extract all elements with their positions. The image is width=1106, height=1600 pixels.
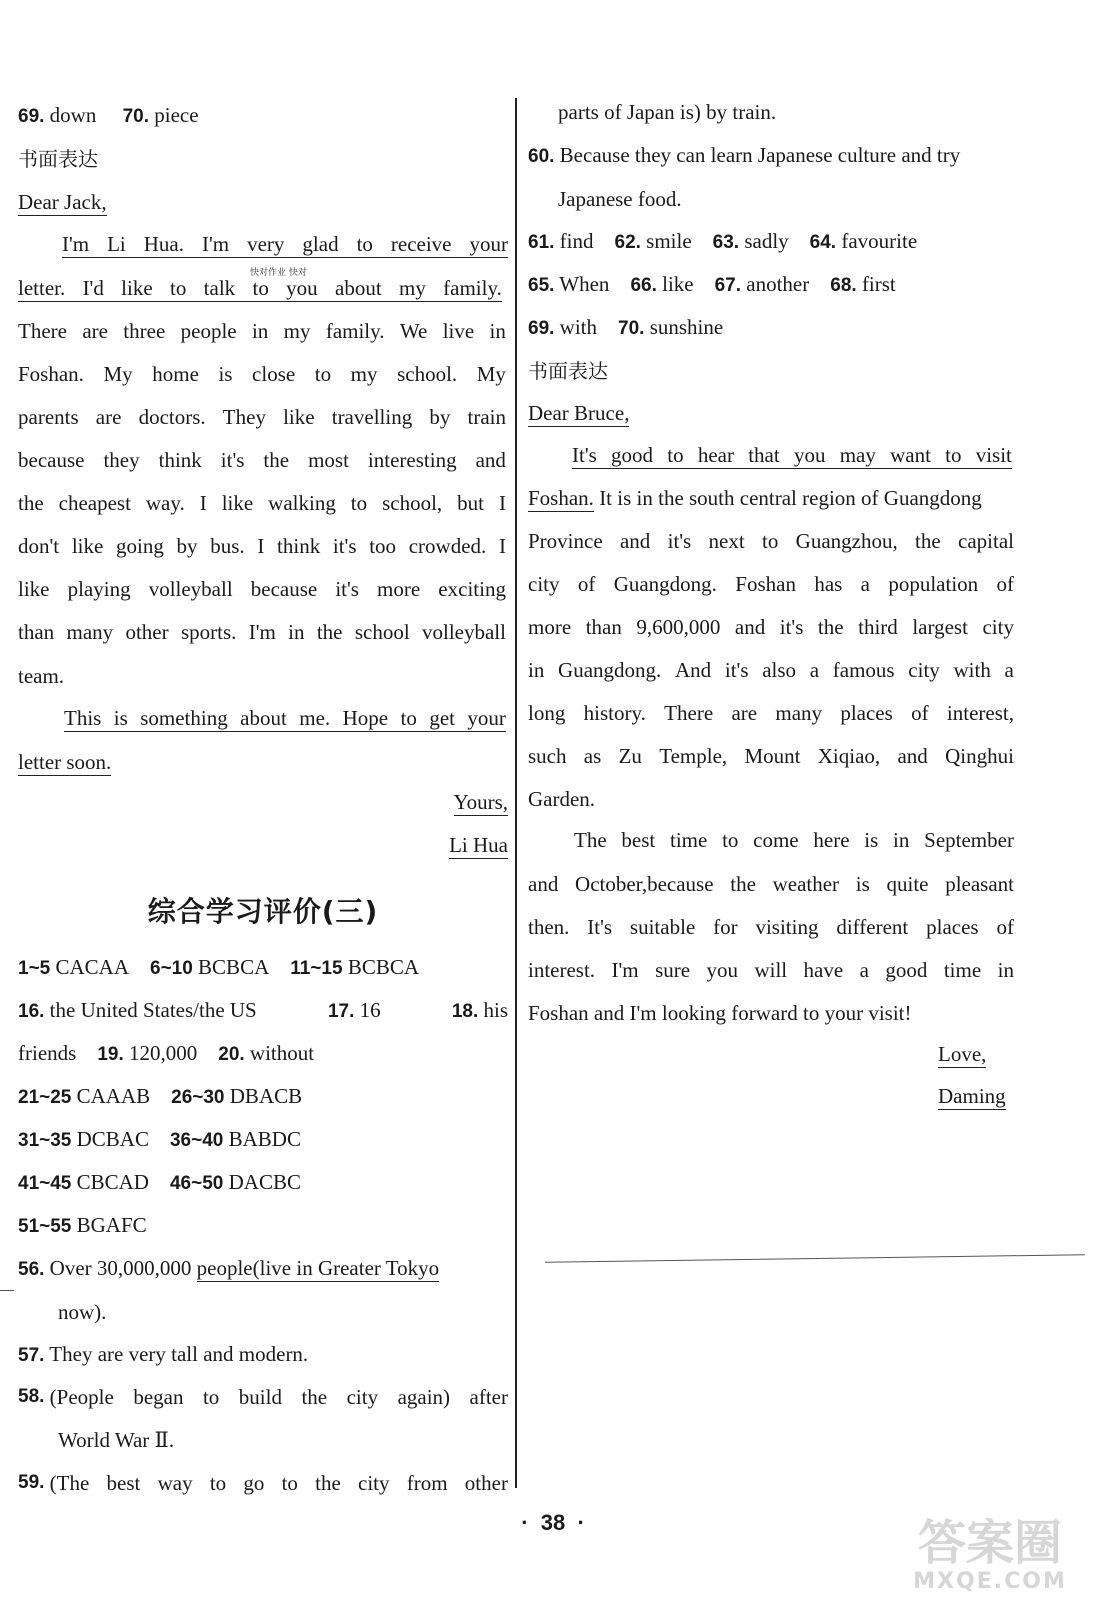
word: Guangzhou, bbox=[795, 529, 898, 553]
word: it's bbox=[332, 534, 357, 558]
word: third bbox=[858, 615, 898, 639]
word: There bbox=[664, 701, 714, 725]
word: going bbox=[116, 534, 164, 558]
word: to bbox=[202, 1385, 220, 1409]
word: like bbox=[18, 577, 50, 601]
word: your bbox=[469, 232, 508, 256]
word: doctors. bbox=[138, 405, 206, 429]
word: will bbox=[754, 958, 788, 982]
word: the bbox=[301, 1385, 328, 1409]
word: more bbox=[528, 615, 572, 639]
word: the bbox=[315, 1471, 341, 1495]
word: Hope bbox=[342, 706, 389, 730]
word: My bbox=[476, 362, 506, 386]
word: something bbox=[140, 706, 228, 730]
word: don't bbox=[18, 534, 60, 558]
word: a bbox=[1004, 658, 1014, 682]
word: is bbox=[855, 872, 870, 896]
essay-line bbox=[528, 701, 1014, 725]
word: as bbox=[583, 744, 602, 768]
word: talk bbox=[203, 276, 236, 300]
word: I'm bbox=[202, 232, 230, 256]
word: Zu bbox=[618, 744, 642, 768]
word: parents bbox=[18, 405, 79, 429]
word: you bbox=[706, 958, 738, 982]
word: also bbox=[762, 658, 797, 682]
word: volleyball bbox=[148, 577, 233, 601]
word: have bbox=[803, 958, 844, 982]
word: way. bbox=[145, 491, 185, 515]
word: three bbox=[123, 319, 166, 343]
word: after bbox=[469, 1385, 508, 1409]
essay-line bbox=[574, 828, 1014, 852]
word: places bbox=[840, 701, 893, 725]
word: then. bbox=[528, 915, 570, 939]
word: in bbox=[489, 319, 506, 343]
word: from bbox=[406, 1471, 448, 1495]
word: city bbox=[982, 615, 1014, 639]
word: to bbox=[314, 362, 332, 386]
word: city bbox=[908, 658, 940, 682]
word: places bbox=[926, 915, 979, 939]
word: pleasant bbox=[945, 872, 1014, 896]
letter-closing-line-2: letter soon. bbox=[18, 750, 112, 774]
word: in bbox=[528, 658, 545, 682]
word: (The bbox=[49, 1471, 90, 1495]
word: Guangdong. bbox=[613, 572, 717, 596]
word: about bbox=[335, 276, 382, 300]
word: the bbox=[18, 491, 44, 515]
word: than bbox=[18, 620, 55, 644]
word: and bbox=[897, 744, 928, 768]
word: your bbox=[467, 706, 506, 730]
letter-line bbox=[62, 232, 508, 258]
word: history. bbox=[583, 701, 646, 725]
word: city bbox=[358, 1471, 390, 1495]
word: it's bbox=[335, 577, 359, 601]
letter-line bbox=[18, 491, 506, 515]
section-heading-writing-2: 书面表达 bbox=[528, 359, 608, 383]
word: family. bbox=[325, 319, 385, 343]
answers-21-30: 21~25 CAAAB 26~30 DBACB bbox=[18, 1084, 303, 1108]
letter-greeting: Dear Jack, bbox=[18, 190, 107, 214]
word: get bbox=[429, 706, 455, 730]
word: in bbox=[893, 828, 910, 852]
word: quite bbox=[886, 872, 929, 896]
word: like bbox=[283, 405, 315, 429]
word: is bbox=[113, 706, 128, 730]
word: to bbox=[252, 276, 269, 300]
answers-16-18: 16. the United States/the US 17. 16 18. his bbox=[18, 998, 508, 1022]
word: (People bbox=[49, 1385, 114, 1409]
essay-line bbox=[528, 872, 1014, 896]
word: visiting bbox=[755, 915, 819, 939]
word: to bbox=[400, 706, 417, 730]
word: interest. bbox=[528, 958, 596, 982]
word: by bbox=[429, 405, 451, 429]
word: but bbox=[457, 491, 484, 515]
answer-58: 58. (People began to build the city again) after bbox=[18, 1385, 508, 1409]
word: best bbox=[621, 828, 656, 852]
word: again) bbox=[397, 1385, 451, 1409]
word: in bbox=[251, 319, 269, 343]
word: of bbox=[911, 701, 929, 725]
word: different bbox=[836, 915, 909, 939]
watermark-logo: 答案圈 MXQE.COM bbox=[913, 1515, 1067, 1594]
word: The bbox=[574, 828, 607, 852]
word: for bbox=[713, 915, 738, 939]
word: I bbox=[498, 491, 506, 515]
word: a bbox=[859, 958, 869, 982]
word: may bbox=[839, 443, 876, 467]
word: It's bbox=[572, 443, 597, 467]
word: and bbox=[475, 448, 506, 472]
word: began bbox=[133, 1385, 184, 1409]
word: and bbox=[619, 529, 651, 553]
letter-signature: Li Hua bbox=[449, 833, 508, 857]
word: home bbox=[152, 362, 199, 386]
answers-1-15: 1~5 CACAA 6~10 BCBCA 11~15 BCBCA bbox=[18, 955, 420, 979]
word: it's bbox=[220, 448, 245, 472]
word: interesting bbox=[367, 448, 457, 472]
word: Xiqiao, bbox=[817, 744, 881, 768]
word: my bbox=[283, 319, 311, 343]
answers-69-70: 69. down 70. piece bbox=[18, 103, 199, 127]
word: many bbox=[66, 620, 114, 644]
word: it's bbox=[724, 658, 749, 682]
letter-line-last: team. bbox=[18, 664, 65, 688]
essay-line bbox=[528, 658, 1014, 682]
word: in bbox=[288, 620, 305, 644]
word: live bbox=[442, 319, 475, 343]
essay-line bbox=[528, 915, 1014, 939]
word: city bbox=[528, 572, 560, 596]
word: think bbox=[277, 534, 321, 558]
word: you bbox=[793, 443, 826, 467]
word: very bbox=[247, 232, 285, 256]
essay-line bbox=[572, 443, 1012, 469]
word: We bbox=[399, 319, 428, 343]
word: about bbox=[240, 706, 287, 730]
word: with bbox=[953, 658, 991, 682]
word: Mount bbox=[744, 744, 801, 768]
word: time bbox=[669, 828, 708, 852]
word: of bbox=[996, 572, 1014, 596]
word: receive bbox=[390, 232, 452, 256]
word: other bbox=[125, 620, 169, 644]
word: capital bbox=[958, 529, 1014, 553]
word: playing bbox=[67, 577, 131, 601]
word: October,because bbox=[575, 872, 714, 896]
answers-19-20: friends 19. 120,000 20. without bbox=[18, 1041, 315, 1065]
word: famous bbox=[832, 658, 895, 682]
word: the bbox=[730, 872, 756, 896]
word: best bbox=[106, 1471, 141, 1495]
word: next bbox=[708, 529, 745, 553]
word: than bbox=[585, 615, 622, 639]
word: that bbox=[748, 443, 780, 467]
letter-line bbox=[18, 534, 506, 558]
word: train bbox=[467, 405, 506, 429]
word: letter. bbox=[18, 276, 66, 300]
word: And bbox=[675, 658, 712, 682]
word: to bbox=[209, 1471, 227, 1495]
word: Province bbox=[528, 529, 603, 553]
word: to bbox=[945, 443, 962, 467]
word: and bbox=[528, 872, 559, 896]
word: to bbox=[356, 232, 373, 256]
letter-line bbox=[18, 319, 506, 343]
word: are bbox=[82, 319, 108, 343]
word: 9,600,000 bbox=[636, 615, 721, 639]
word: population bbox=[888, 572, 979, 596]
word: visit bbox=[975, 443, 1012, 467]
word: There bbox=[18, 319, 67, 343]
answers-31-40: 31~35 DCBAC 36~40 BABDC bbox=[18, 1127, 301, 1151]
word: has bbox=[814, 572, 843, 596]
answer-60: 60. Because they can learn Japanese culture and try bbox=[528, 143, 961, 167]
word: family. bbox=[443, 276, 502, 300]
word: people bbox=[180, 319, 237, 343]
word: This bbox=[64, 706, 102, 730]
column-divider bbox=[515, 98, 517, 1488]
word: because bbox=[18, 448, 85, 472]
word: are bbox=[731, 701, 758, 725]
word: my bbox=[350, 362, 378, 386]
word: exciting bbox=[438, 577, 506, 601]
essay-line: Foshan. It is in the south central region of Guangdong bbox=[528, 486, 982, 510]
word: September bbox=[924, 828, 1014, 852]
word: It's bbox=[587, 915, 613, 939]
letter-line bbox=[18, 405, 506, 429]
word: city bbox=[346, 1385, 379, 1409]
word: want bbox=[890, 443, 931, 467]
word: I bbox=[498, 534, 506, 558]
word: long bbox=[528, 701, 566, 725]
word: Guangdong. bbox=[558, 658, 662, 682]
answers-51-55: 51~55 BGAFC bbox=[18, 1213, 147, 1237]
word: are bbox=[95, 405, 122, 429]
word: a bbox=[809, 658, 820, 682]
word: the bbox=[915, 529, 941, 553]
word: good bbox=[611, 443, 654, 467]
essay-line: Garden. bbox=[528, 787, 596, 811]
word: school. bbox=[397, 362, 458, 386]
word: more bbox=[377, 577, 421, 601]
letter-greeting-2: Dear Bruce, bbox=[528, 401, 630, 425]
word: Foshan. bbox=[18, 362, 84, 386]
word: crowded. bbox=[408, 534, 487, 558]
word: Foshan bbox=[735, 572, 796, 596]
word: is bbox=[218, 362, 233, 386]
essay-line bbox=[528, 529, 1014, 553]
word: to bbox=[170, 276, 187, 300]
word: cheapest bbox=[58, 491, 131, 515]
word: you bbox=[286, 276, 318, 300]
word: because bbox=[250, 577, 318, 601]
word: build bbox=[238, 1385, 282, 1409]
word: is bbox=[864, 828, 879, 852]
word: most bbox=[308, 448, 349, 472]
page-number: · 38 · bbox=[521, 1510, 585, 1535]
word: the bbox=[263, 448, 290, 472]
answer-56-cont: now). bbox=[58, 1300, 107, 1324]
essay-signature: Daming bbox=[938, 1084, 1006, 1108]
word: Temple, bbox=[659, 744, 728, 768]
word: I'm bbox=[611, 958, 639, 982]
word: Qinghui bbox=[945, 744, 1014, 768]
pencil-line bbox=[545, 1254, 1085, 1263]
word: I bbox=[257, 534, 265, 558]
word: a bbox=[860, 572, 870, 596]
word: the bbox=[817, 615, 844, 639]
word: many bbox=[775, 701, 823, 725]
letter-closing-line bbox=[64, 706, 506, 732]
word: interest, bbox=[946, 701, 1014, 725]
word: They bbox=[222, 405, 266, 429]
word: weather bbox=[772, 872, 840, 896]
word: time bbox=[943, 958, 982, 982]
word: to bbox=[762, 529, 779, 553]
section-heading-writing: 书面表达 bbox=[18, 147, 98, 171]
word: and bbox=[734, 615, 766, 639]
word: to bbox=[350, 491, 368, 515]
word: like bbox=[221, 491, 254, 515]
word: they bbox=[103, 448, 140, 472]
word: good bbox=[885, 958, 928, 982]
word: it's bbox=[779, 615, 804, 639]
word: hear bbox=[697, 443, 734, 467]
word: like bbox=[71, 534, 104, 558]
word: think bbox=[158, 448, 202, 472]
word: to bbox=[722, 828, 739, 852]
word: school, bbox=[382, 491, 443, 515]
word: other bbox=[464, 1471, 508, 1495]
letter-line bbox=[18, 448, 506, 472]
word: largest bbox=[912, 615, 968, 639]
answers-69-70-right: 69. with 70. sunshine bbox=[528, 315, 724, 339]
word: My bbox=[103, 362, 133, 386]
section-title: 综合学习评价(三) bbox=[147, 895, 379, 928]
word: like bbox=[121, 276, 153, 300]
pencil-mark bbox=[0, 1290, 14, 1291]
answer-57: 57. They are very tall and modern. bbox=[18, 1342, 309, 1366]
word: of bbox=[577, 572, 596, 596]
word: such bbox=[528, 744, 567, 768]
essay-line bbox=[528, 615, 1014, 639]
essay-line bbox=[528, 744, 1014, 768]
answer-60-cont: Japanese food. bbox=[558, 187, 682, 211]
word: sports. bbox=[180, 620, 237, 644]
word: of bbox=[996, 915, 1014, 939]
word: close bbox=[252, 362, 296, 386]
word: Li bbox=[107, 232, 126, 256]
word: come bbox=[753, 828, 799, 852]
word: school bbox=[354, 620, 410, 644]
answer-59: 59. (The best way to go to the city from other bbox=[18, 1471, 508, 1495]
essay-sign-off: Love, bbox=[938, 1042, 987, 1066]
essay-line bbox=[528, 572, 1014, 596]
letter-line bbox=[18, 362, 506, 386]
answer-58-cont: World War Ⅱ. bbox=[58, 1428, 175, 1452]
word: to bbox=[667, 443, 684, 467]
word: I'd bbox=[82, 276, 104, 300]
word: here bbox=[813, 828, 850, 852]
word: glad bbox=[302, 232, 339, 256]
word: to bbox=[281, 1471, 298, 1495]
essay-line bbox=[528, 958, 1014, 982]
word: it's bbox=[667, 529, 692, 553]
word: suitable bbox=[629, 915, 696, 939]
answer-59-cont: parts of Japan is) by train. bbox=[558, 100, 777, 124]
word: I'm bbox=[248, 620, 276, 644]
word: bus. bbox=[210, 534, 245, 558]
word: by bbox=[176, 534, 198, 558]
answers-65-68: 65. When 66. like 67. another 68. first bbox=[528, 272, 896, 296]
word: travelling bbox=[331, 405, 413, 429]
word: volleyball bbox=[421, 620, 506, 644]
word: walking bbox=[268, 491, 336, 515]
word: my bbox=[398, 276, 426, 300]
word: me. bbox=[299, 706, 331, 730]
answer-56: 56. Over 30,000,000 people(live in Greater Tokyo bbox=[18, 1256, 440, 1280]
word: I bbox=[199, 491, 207, 515]
word: go bbox=[243, 1471, 265, 1495]
word: way bbox=[157, 1471, 193, 1495]
letter-line bbox=[18, 276, 502, 302]
letter-line bbox=[18, 577, 506, 601]
word: sure bbox=[655, 958, 691, 982]
letter-line bbox=[18, 620, 506, 644]
word: the bbox=[316, 620, 343, 644]
answers-41-50: 41~45 CBCAD 46~50 DACBC bbox=[18, 1170, 301, 1194]
answers-61-64: 61. find 62. smile 63. sadly 64. favourite bbox=[528, 229, 918, 253]
word: I'm bbox=[62, 232, 90, 256]
word: in bbox=[997, 958, 1014, 982]
word: Hua. bbox=[143, 232, 185, 256]
letter-sign-off: Yours, bbox=[453, 790, 508, 814]
handwritten-correction-note: 快对作业 快对 bbox=[250, 268, 307, 278]
essay-line: Foshan and I'm looking forward to your visit! bbox=[528, 1001, 912, 1025]
word: too bbox=[369, 534, 397, 558]
